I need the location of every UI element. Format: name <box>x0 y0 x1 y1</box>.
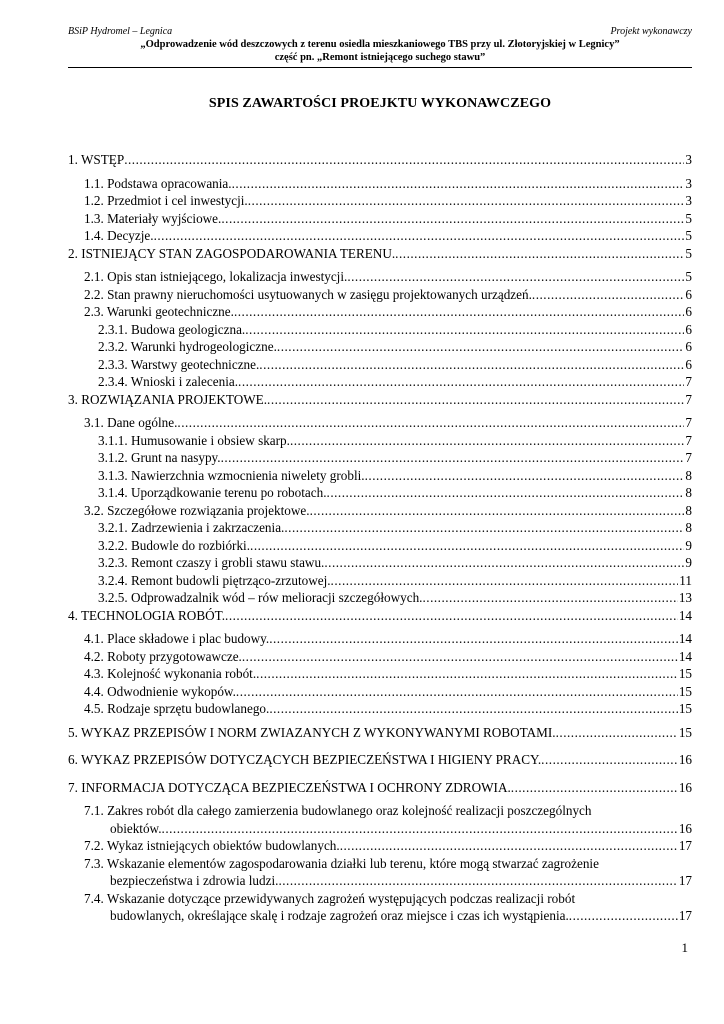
toc-leader-dots <box>232 175 685 193</box>
toc-page-number: 7 <box>685 450 692 465</box>
toc-leader-dots <box>277 338 685 356</box>
toc-page-number: 16 <box>678 752 692 767</box>
toc-entry[interactable] <box>68 779 692 797</box>
toc-page-number: 14 <box>678 607 692 623</box>
toc-page-number: 6 <box>685 304 692 319</box>
toc-entry-text: 1.1. Podstawa opracowania. <box>84 175 232 191</box>
toc-entry[interactable] <box>68 572 692 590</box>
toc-page-number: 8 <box>685 485 692 500</box>
toc-page-number: 3 <box>685 175 692 191</box>
toc-page-number: 15 <box>678 666 692 681</box>
toc-entry-text: 4.2. Roboty przygotowawcze. <box>84 648 242 664</box>
toc-entry-text: 2.3.1. Budowa geologiczna. <box>98 321 246 337</box>
toc-entry-text: 1.2. Przedmiot i cel inwestycji. <box>84 193 248 208</box>
toc-entry-text-continued: obiektów. <box>110 820 162 836</box>
toc-entry-text: 2.3. Warunki geotechniczne. <box>84 304 234 319</box>
toc-entry-text: 3.2.3. Remont czaszy i grobli stawu stawu. <box>98 555 325 570</box>
toc-entry[interactable] <box>68 648 692 666</box>
toc-entry-text: 2.3.4. Wnioski i zalecenia. <box>98 374 239 389</box>
toc-leader-dots <box>267 391 684 409</box>
toc-leader-dots <box>242 648 678 666</box>
toc-page-number: 17 <box>678 873 692 888</box>
toc-leader-dots <box>569 907 678 925</box>
toc-leader-dots <box>347 268 684 286</box>
toc-entry[interactable] <box>68 890 692 925</box>
toc-entry-text: 1.3. Materiały wyjściowe. <box>84 210 222 226</box>
toc-page-number: 6 <box>685 339 692 354</box>
toc-page-number: 7 <box>685 432 692 448</box>
toc-entry-text-continued: budowlanych, określające skalę i rodzaje zagrożeń oraz miejsce i czas ich wystąpienia. <box>110 908 569 923</box>
toc-entry[interactable] <box>68 537 692 555</box>
toc-leader-dots <box>256 665 678 683</box>
toc-page-number: 7 <box>685 374 692 389</box>
toc-entry[interactable] <box>68 245 692 263</box>
toc-entry[interactable] <box>68 356 692 374</box>
toc-entry[interactable] <box>68 519 692 537</box>
page-number: 1 <box>681 940 688 955</box>
page-header <box>68 26 692 68</box>
toc-leader-dots <box>541 751 678 769</box>
toc-entry-text: 4.3. Kolejność wykonania robót. <box>84 666 257 681</box>
toc-page-number: 3 <box>685 152 692 167</box>
toc-page-number: 6 <box>685 356 692 372</box>
toc-leader-dots <box>310 502 685 520</box>
toc-entry-text: 2.3.3. Warstwy geotechniczne. <box>98 356 260 372</box>
toc-entry-text: 3.1.2. Grunt na nasypy. <box>98 450 221 465</box>
toc-entry-text: 3.2. Szczegółowe rozwiązania projektowe. <box>84 502 310 518</box>
toc-page-number: 15 <box>678 701 692 716</box>
toc-leader-dots <box>365 467 685 485</box>
toc-entry-text: 3.2.2. Budowle do rozbiórki. <box>98 537 251 553</box>
toc-entry-text-continued: bezpieczeństwa i zdrowia ludzi. <box>110 873 279 888</box>
toc-leader-dots <box>259 356 684 374</box>
toc-entry[interactable] <box>68 175 692 193</box>
header-title-line-2: część pn. „Remont istniejącego suchego stawu” <box>274 52 486 63</box>
toc-entry-text: 2. ISTNIEJĄCY STAN ZAGOSPODAROWANIA TERENU. <box>68 245 396 261</box>
toc-page-number: 9 <box>685 555 692 570</box>
toc-page-number: 7 <box>685 415 692 430</box>
toc-entry[interactable] <box>68 227 692 245</box>
toc-entry-text: 6. WYKAZ PRZEPISÓW DOTYCZĄCYCH BEZPIECZEŃSTWA I HIGIENY PRACY. <box>68 752 542 767</box>
toc-page-number: 8 <box>685 502 692 518</box>
toc-entry[interactable] <box>68 630 692 648</box>
toc-page-number: 5 <box>685 245 692 261</box>
toc-entry-text: 7.4. Wskazanie dotyczące przewidywanych zagrożeń występujących podczas realizacji robót <box>84 890 576 906</box>
toc-entry-text: 3.1. Dane ogólne. <box>84 415 178 430</box>
toc-page-number: 7 <box>685 391 692 407</box>
toc-entry[interactable] <box>68 414 692 432</box>
toc-leader-dots <box>340 837 678 855</box>
toc-leader-dots <box>250 537 684 555</box>
toc-leader-dots <box>234 303 684 321</box>
toc-leader-dots <box>290 432 684 450</box>
toc-page-number: 11 <box>679 572 692 588</box>
toc-entry[interactable] <box>68 449 692 467</box>
toc-entry-text: 3.1.4. Uporządkowanie terenu po robotach. <box>98 485 327 500</box>
toc-entry-text: 3.2.1. Zadrzewienia i zakrzaczenia. <box>98 520 285 535</box>
toc-leader-dots <box>422 589 677 607</box>
toc-page-number: 5 <box>685 210 692 226</box>
toc-entry[interactable] <box>68 554 692 572</box>
toc-entry[interactable] <box>68 751 692 769</box>
toc-leader-dots <box>327 484 685 502</box>
toc-leader-dots <box>177 414 684 432</box>
toc-page-number: 17 <box>678 908 692 923</box>
toc-entry-text: 7.2. Wykaz istniejących obiektów budowlanych. <box>84 838 340 853</box>
toc-entry-text: 7. INFORMACJA DOTYCZĄCA BEZPIECZEŃSTWA I OCHRONY ZDROWIA. <box>68 779 511 795</box>
toc-entry-text: 2.2. Stan prawny nieruchomości usytuowanych w zasięgu projektowanych urządzeń. <box>84 286 532 302</box>
toc-entry[interactable] <box>68 700 692 718</box>
toc-leader-dots <box>278 872 677 890</box>
toc-page-number: 8 <box>685 520 692 535</box>
toc-entry-text: 3. ROZWIĄZANIA PROJEKTOWE. <box>68 391 268 407</box>
toc-leader-dots <box>221 210 684 228</box>
toc-entry[interactable] <box>68 321 692 339</box>
toc-entry[interactable] <box>68 432 692 450</box>
toc-entry-text: 4. TECHNOLOGIA ROBÓT. <box>68 607 226 623</box>
toc-leader-dots <box>532 286 685 304</box>
header-project-type: Projekt wykonawczy <box>610 26 692 37</box>
toc-leader-dots <box>511 779 678 797</box>
header-title-line-1: „Odprowadzenie wód deszczowych z terenu osiedla mieszkaniowego TBS przy ul. Złotoryjskiej w Legnicy” <box>140 39 620 50</box>
toc-leader-dots <box>154 227 685 245</box>
toc-leader-dots <box>269 630 678 648</box>
toc-entry-text: 2.1. Opis stan istniejącego, lokalizacja inwestycji. <box>84 269 348 284</box>
toc-entry-text: 1. WSTĘP <box>68 152 125 167</box>
toc-entry[interactable] <box>68 467 692 485</box>
toc-entry-text: 4.4. Odwodnienie wykopów. <box>84 683 236 699</box>
toc-entry[interactable] <box>68 286 692 304</box>
toc-page-number: 15 <box>678 724 692 740</box>
toc-entry[interactable] <box>68 589 692 607</box>
toc-page-number: 9 <box>685 537 692 553</box>
toc-entry-text: 3.1.3. Nawierzchnia wzmocnienia niwelety grobli. <box>98 467 365 483</box>
header-row <box>68 26 692 38</box>
document-title: SPIS ZAWARTOŚCI PROEJKTU WYKONAWCZEGO <box>208 96 552 111</box>
toc-entry-text: 7.1. Zakres robót dla całego zamierzenia budowlanego oraz kolejność realizacji poszczególnych <box>84 803 592 818</box>
toc-leader-dots <box>248 192 685 210</box>
toc-leader-dots <box>162 820 678 838</box>
toc-entry[interactable] <box>68 502 692 520</box>
header-company: BSiP Hydromel – Legnica <box>68 26 173 37</box>
toc-page-number: 5 <box>685 269 692 284</box>
toc-entry-text: 7.3. Wskazanie elementów zagospodarowania działki lub terenu, które mogą stwarzać zagrożenie <box>84 855 599 871</box>
toc-leader-dots <box>245 321 684 339</box>
toc-entry[interactable] <box>68 724 692 742</box>
toc-leader-dots <box>225 607 678 625</box>
toc-leader-dots <box>284 519 684 537</box>
toc-entry-text: 5. WYKAZ PRZEPISÓW I NORM ZWIAZANYCH Z WYKONYWANYMI ROBOTAMI. <box>68 724 556 740</box>
toc-page-number: 6 <box>685 321 692 337</box>
toc-page-number: 13 <box>678 590 692 605</box>
toc-entry[interactable] <box>68 484 692 502</box>
toc-entry[interactable] <box>68 837 692 855</box>
toc-page-number: 16 <box>678 779 692 795</box>
toc-leader-dots <box>236 683 678 701</box>
toc-entry[interactable] <box>68 192 692 210</box>
header-divider <box>68 67 692 68</box>
toc-leader-dots <box>556 724 678 742</box>
toc-entry[interactable] <box>68 607 692 625</box>
toc-entry-text: 1.4. Decyzje. <box>84 228 154 243</box>
toc-leader-dots <box>324 554 684 572</box>
toc-page-number: 16 <box>678 820 692 836</box>
toc-entry[interactable] <box>68 210 692 228</box>
toc-page-number: 14 <box>678 648 692 664</box>
table-of-contents <box>68 151 692 925</box>
toc-entry[interactable] <box>68 303 692 321</box>
toc-page-number: 6 <box>685 286 692 302</box>
toc-entry-text: 3.2.5. Odprowadzalnik wód – rów melioracji szczegółowych. <box>98 590 423 605</box>
toc-entry[interactable] <box>68 268 692 286</box>
toc-entry-text: 2.3.2. Warunki hydrogeologiczne. <box>98 339 277 354</box>
toc-entry-text: 3.1.1. Humusowanie i obsiew skarp. <box>98 432 290 448</box>
toc-entry[interactable] <box>68 683 692 701</box>
toc-leader-dots <box>238 373 684 391</box>
toc-page-number: 8 <box>685 467 692 483</box>
toc-entry[interactable] <box>68 373 692 391</box>
toc-page-number: 17 <box>678 838 692 853</box>
toc-leader-dots <box>269 700 678 718</box>
toc-entry-text: 4.5. Rodzaje sprzętu budowlanego. <box>84 701 270 716</box>
toc-leader-dots <box>221 449 685 467</box>
toc-leader-dots <box>124 151 684 169</box>
toc-page-number: 14 <box>678 631 692 646</box>
toc-leader-dots <box>331 572 679 590</box>
toc-entry[interactable] <box>68 855 692 890</box>
toc-page-number: 15 <box>678 683 692 699</box>
toc-leader-dots <box>395 245 684 263</box>
toc-entry[interactable] <box>68 391 692 409</box>
toc-entry[interactable] <box>68 338 692 356</box>
toc-entry[interactable] <box>68 802 692 837</box>
toc-entry-text: 3.2.4. Remont budowli piętrząco-zrzutowej. <box>98 572 331 588</box>
toc-entry-text: 4.1. Place składowe i plac budowy. <box>84 631 270 646</box>
toc-page-number: 5 <box>685 228 692 243</box>
toc-entry[interactable] <box>68 151 692 169</box>
toc-page-number: 3 <box>685 193 692 208</box>
toc-entry[interactable] <box>68 665 692 683</box>
